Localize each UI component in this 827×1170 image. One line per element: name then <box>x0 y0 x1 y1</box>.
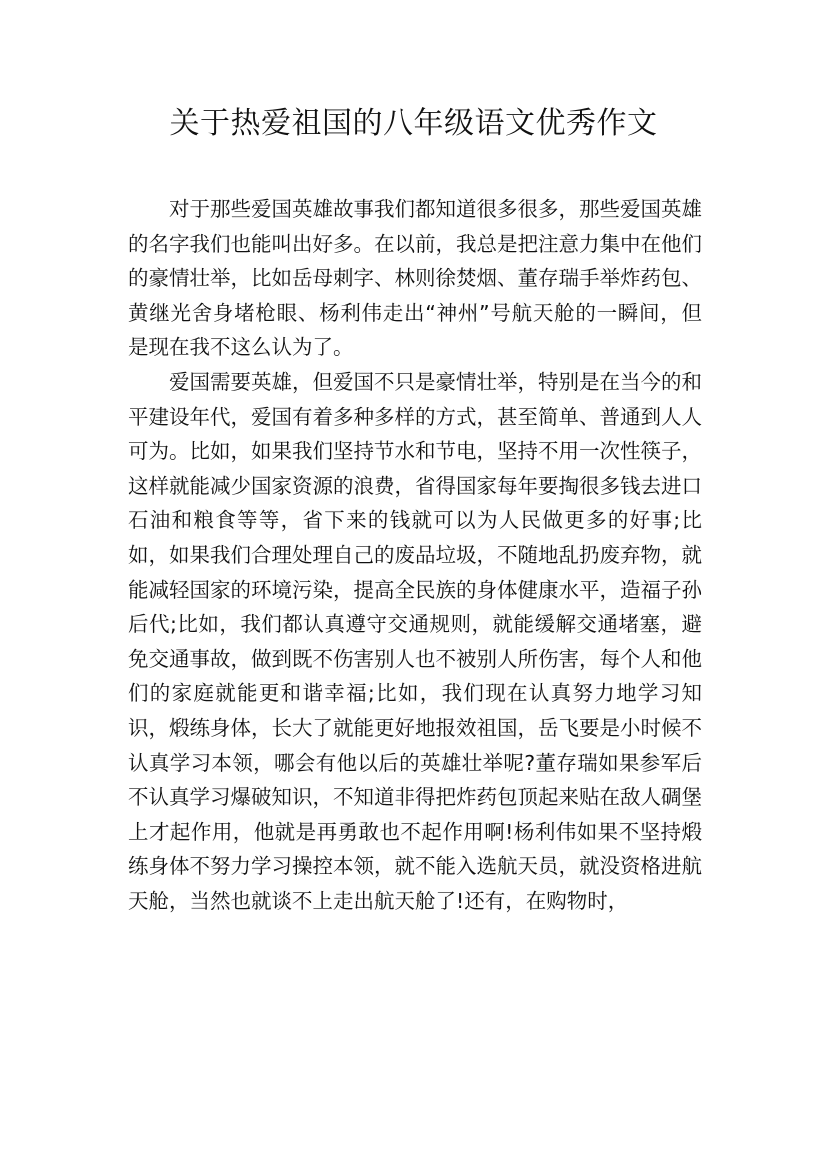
document-body <box>128 192 702 918</box>
paragraph-1: 对于那些爱国英雄故事我们都知道很多很多，那些爱国英雄的名字我们也能叫出好多。在以前，我总是把注意力集中在他们的豪情壮举，比如岳母刺字、林则徐焚烟、董存瑞手举炸药包、黄继光舍身堵枪眼、杨利伟走出“神州”号航天舱的一瞬间，但是现在我不这么认为了。 <box>128 197 702 360</box>
document-title: 关于热爱祖国的八年级语文优秀作文 <box>169 106 658 141</box>
paragraph-2: 爱国需要英雄，但爱国不只是豪情壮举，特别是在当今的和平建设年代，爱国有着多种多样的方式，甚至简单、普通到人人可为。比如，如果我们坚持节水和节电，坚持不用一次性筷子，这样就能减少国家资源的浪费，省得国家每年要掏很多钱去进口石油和粮食等等，省下来的钱就可以为人民做更多的好事;比如，如果我们合理处理自己的废品垃圾，不随地乱扔废弃物，就能减轻国家的环境污染，提高全民族的身体健康水平，造福子孙后代;比如，我们都认真遵守交通规则，就能缓解交通堵塞，避免交通事故，做到既不伤害别人也不被别人所伤害，每个人和他们的家庭就能更和谐幸福;比如，我们现在认真努力地学习知识，煅练身体，长大了就能更好地报效祖国，岳飞要是小时候不认真学习本领，哪会有他以后的英雄壮举呢?董存瑞如果参军后不认真学习爆破知识，不知道非得把炸药包顶起来贴在敌人碉堡上才起作用，他就是再勇敢也不起作用啊!杨利伟如果不坚持煅练身体不努力学习操控本领，就不能入选航天员，就没资格进航天舱，当然也就谈不上走出航天舱了!还有，在购物时， <box>128 369 702 913</box>
